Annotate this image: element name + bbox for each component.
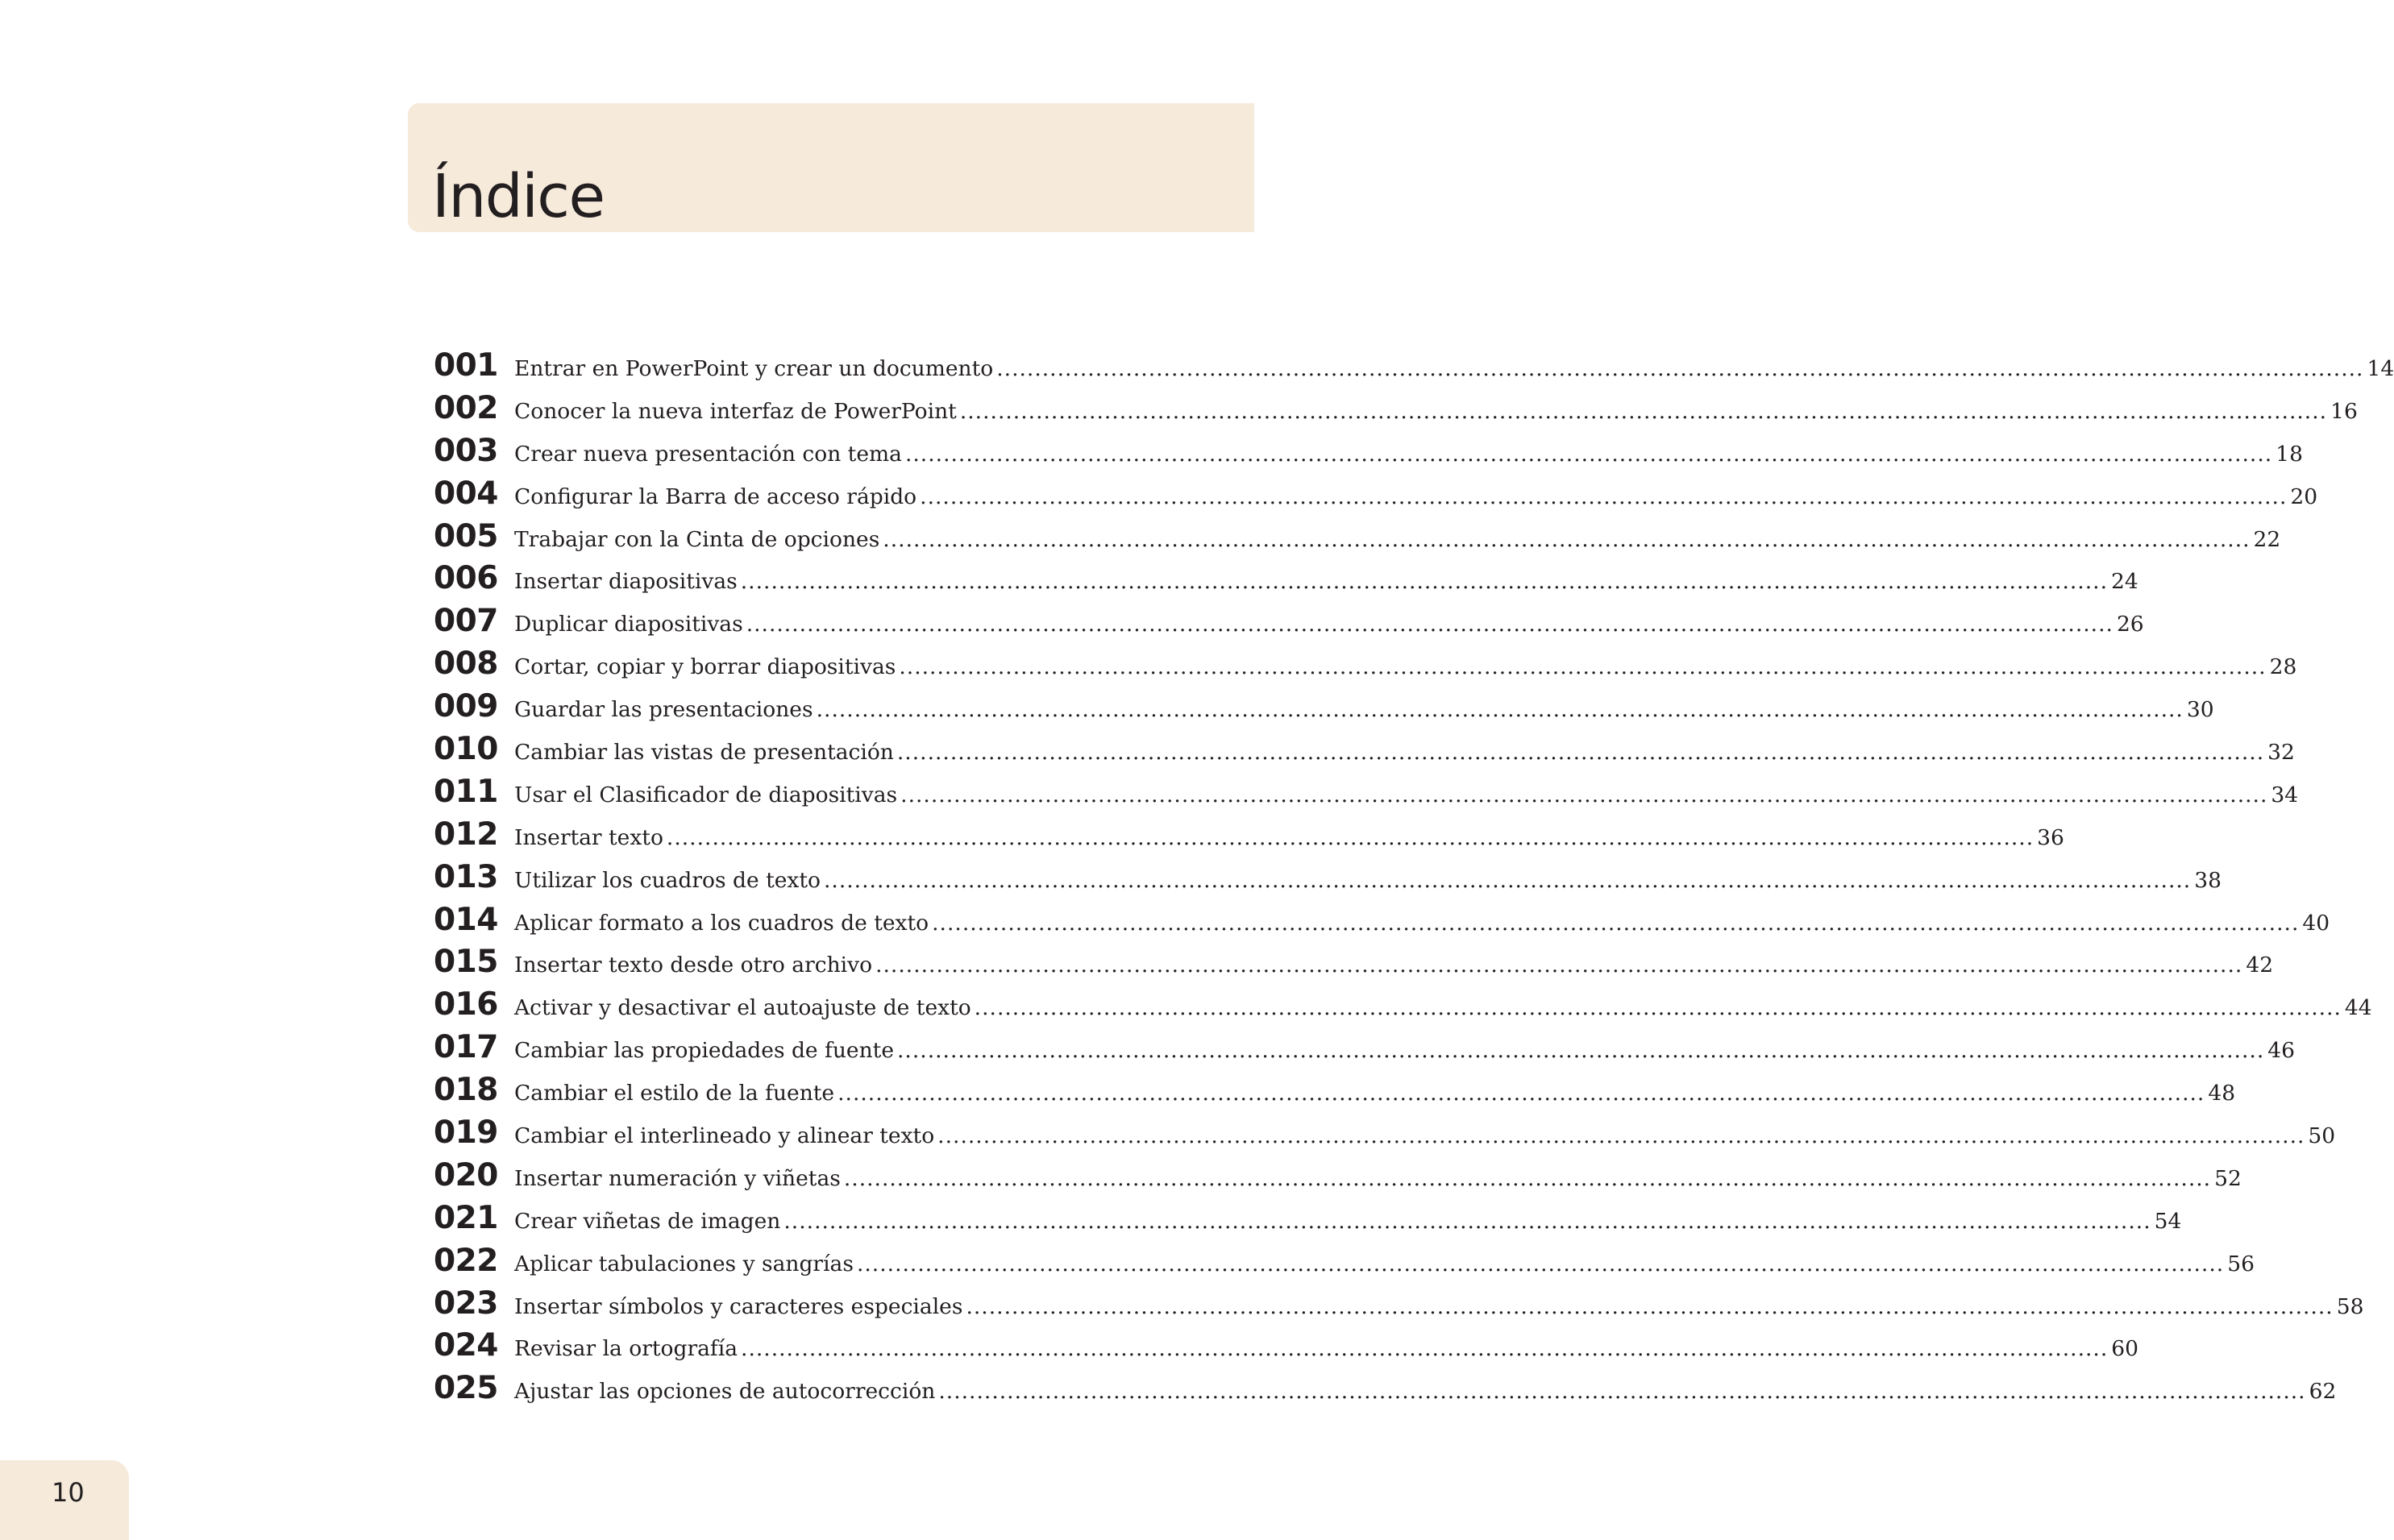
toc-entry-page: 52 — [2214, 1165, 2242, 1191]
toc-entry-body — [514, 1371, 2336, 1413]
toc-entry-title: Conocer la nueva interfaz de PowerPoint — [514, 398, 957, 424]
toc-entry-body — [514, 1286, 2363, 1329]
toc-entry-body — [514, 689, 2214, 732]
toc-entry-body — [514, 519, 2280, 562]
toc-entry-page: 50 — [2308, 1123, 2336, 1149]
toc-entry-number: 006 — [434, 560, 498, 597]
toc-entry-number: 002 — [434, 389, 498, 426]
toc-entry-page: 32 — [2267, 740, 2295, 766]
toc-entry-title: Aplicar tabulaciones y sangrías — [514, 1251, 854, 1276]
toc-entry-title: Cambiar las propiedades de fuente — [514, 1038, 894, 1064]
toc-entry-title: Cambiar el estilo de la fuente — [514, 1081, 835, 1106]
page-title: Índice — [432, 162, 605, 231]
toc-entry-page: 58 — [2336, 1293, 2364, 1319]
toc-entry-title: Utilizar los cuadros de texto — [514, 867, 821, 893]
dot-leader: .................................................................................................................................................................................... — [666, 824, 2034, 850]
toc-entry-number: 023 — [434, 1285, 498, 1322]
dot-leader: .................................................................................................................................................................................... — [920, 484, 2288, 509]
toc-entry-title: Insertar diapositivas — [514, 569, 738, 595]
toc-entry-title: Insertar texto — [514, 824, 663, 850]
toc-entry-body — [514, 1073, 2235, 1115]
toc-entry-title: Revisar la ortografía — [514, 1336, 738, 1362]
toc-entry — [434, 643, 2297, 686]
toc-entry-page: 56 — [2227, 1251, 2255, 1276]
dot-leader: .................................................................................................................................................................................... — [896, 740, 2265, 766]
toc-entry — [434, 345, 2394, 388]
dot-leader: .................................................................................................................................................................................... — [823, 867, 2192, 893]
toc-entry-body — [514, 774, 2298, 817]
toc-entry-page: 44 — [2344, 995, 2372, 1021]
dot-leader: .................................................................................................................................................................................... — [741, 1336, 2109, 1362]
toc-entry-number: 001 — [434, 347, 498, 384]
dot-leader: .................................................................................................................................................................................... — [904, 441, 2273, 467]
toc-entry-number: 011 — [434, 773, 498, 810]
toc-entry-page: 20 — [2290, 484, 2318, 509]
toc-entry-title: Configurar la Barra de acceso rápido — [514, 484, 917, 509]
toc-entry-page: 42 — [2246, 953, 2274, 978]
toc-entry — [434, 728, 2295, 771]
toc-entry-page: 26 — [2116, 612, 2144, 637]
toc-entry — [434, 686, 2214, 728]
toc-entry-page: 38 — [2194, 867, 2222, 893]
toc-entry-page: 40 — [2302, 910, 2330, 936]
toc-entry-body — [514, 348, 2394, 391]
toc-entry — [434, 857, 2222, 899]
toc-entry — [434, 473, 2318, 516]
toc-entry — [434, 899, 2330, 942]
toc-entry-body — [514, 987, 2372, 1030]
toc-entry-title: Usar el Clasificador de diapositivas — [514, 782, 898, 807]
toc-entry-body — [514, 604, 2144, 646]
toc-entry-title: Insertar texto desde otro archivo — [514, 953, 873, 978]
toc-entry-title: Crear viñetas de imagen — [514, 1208, 781, 1234]
toc-entry-number: 019 — [434, 1115, 498, 1152]
toc-entry-page: 14 — [2367, 356, 2394, 381]
toc-entry-number: 017 — [434, 1029, 498, 1066]
toc-entry — [434, 1069, 2236, 1112]
toc-entry-number: 004 — [434, 475, 498, 512]
toc-entry — [434, 941, 2274, 984]
toc-entry-page: 36 — [2037, 824, 2064, 850]
dot-leader: .................................................................................................................................................................................... — [899, 654, 2267, 680]
toc-entry — [434, 814, 2064, 857]
toc-entry-page: 46 — [2267, 1038, 2295, 1064]
toc-entry-page: 16 — [2330, 398, 2358, 424]
toc-entry-title: Entrar en PowerPoint y crear un documento — [514, 356, 994, 381]
dot-leader: .................................................................................................................................................................................... — [937, 1123, 2305, 1149]
toc-entry-body — [514, 1328, 2138, 1371]
toc-entry-page: 22 — [2253, 526, 2281, 552]
page-number: 10 — [52, 1477, 85, 1508]
toc-entry-body — [514, 646, 2296, 689]
dot-leader: .................................................................................................................................................................................... — [816, 697, 2184, 723]
toc-entry-page: 30 — [2186, 697, 2214, 723]
toc-entry-body — [514, 732, 2295, 774]
toc-entry-page: 24 — [2111, 569, 2138, 595]
toc-entry-number: 021 — [434, 1199, 498, 1236]
dot-leader: .................................................................................................................................................................................... — [897, 1038, 2265, 1064]
dot-leader: .................................................................................................................................................................................... — [959, 398, 2328, 424]
dot-leader: .................................................................................................................................................................................... — [974, 995, 2342, 1021]
toc-entry-number: 025 — [434, 1370, 498, 1407]
toc-entry-body — [514, 391, 2358, 434]
toc-entry-body — [514, 860, 2222, 903]
dot-leader: .................................................................................................................................................................................... — [783, 1208, 2151, 1234]
dot-leader: .................................................................................................................................................................................... — [966, 1293, 2334, 1319]
dot-leader: .................................................................................................................................................................................... — [837, 1081, 2205, 1106]
toc-entry-number: 018 — [434, 1072, 498, 1109]
toc-entry-body — [514, 561, 2138, 604]
toc-entry-title: Insertar numeración y viñetas — [514, 1165, 841, 1191]
toc-entry-body — [514, 817, 2064, 860]
toc-entry — [434, 600, 2144, 643]
toc-entry-body — [514, 903, 2330, 945]
toc-entry-page: 34 — [2271, 782, 2299, 807]
toc-entry-number: 020 — [434, 1156, 498, 1193]
dot-leader: .................................................................................................................................................................................... — [856, 1251, 2225, 1276]
toc-entry-number: 022 — [434, 1242, 498, 1279]
toc-entry — [434, 984, 2372, 1027]
toc-entry — [434, 1325, 2138, 1368]
toc-entry — [434, 1198, 2182, 1240]
toc-entry-page: 28 — [2269, 654, 2297, 680]
toc-entry-number: 013 — [434, 858, 498, 895]
table-of-contents — [434, 345, 2394, 1410]
toc-entry — [434, 1283, 2364, 1326]
toc-entry-body — [514, 1030, 2295, 1073]
toc-entry-title: Guardar las presentaciones — [514, 697, 813, 723]
toc-entry — [434, 1368, 2337, 1410]
toc-entry-body — [514, 434, 2303, 476]
toc-entry-title: Crear nueva presentación con tema — [514, 441, 902, 467]
toc-entry — [434, 771, 2299, 814]
toc-entry-title: Cortar, copiar y borrar diapositivas — [514, 654, 896, 680]
toc-entry-page: 48 — [2208, 1081, 2236, 1106]
toc-entry-page: 62 — [2309, 1379, 2337, 1405]
toc-entry-body — [514, 1243, 2255, 1286]
toc-entry — [434, 388, 2358, 430]
toc-entry-body — [514, 476, 2317, 519]
dot-leader: .................................................................................................................................................................................... — [900, 782, 2268, 807]
dot-leader: .................................................................................................................................................................................... — [875, 953, 2243, 978]
toc-entry-title: Cambiar el interlineado y alinear texto — [514, 1123, 935, 1149]
toc-entry-number: 010 — [434, 731, 498, 768]
toc-entry-body — [514, 1115, 2335, 1158]
dot-leader: .................................................................................................................................................................................... — [883, 526, 2251, 552]
toc-entry — [434, 1155, 2242, 1198]
dot-leader: .................................................................................................................................................................................... — [932, 910, 2300, 936]
toc-entry — [434, 1240, 2255, 1283]
toc-entry-number: 005 — [434, 517, 498, 554]
toc-entry-title: Duplicar diapositivas — [514, 612, 743, 637]
toc-entry — [434, 558, 2138, 600]
dot-leader: .................................................................................................................................................................................... — [746, 612, 2113, 637]
toc-entry-title: Insertar símbolos y caracteres especiales — [514, 1293, 963, 1319]
toc-entry-number: 009 — [434, 688, 498, 725]
toc-entry — [434, 1027, 2295, 1069]
toc-entry-number: 008 — [434, 645, 498, 683]
toc-entry-body — [514, 944, 2273, 987]
toc-entry-page: 18 — [2276, 441, 2303, 467]
toc-entry-page: 54 — [2154, 1208, 2182, 1234]
toc-entry-title: Trabajar con la Cinta de opciones — [514, 526, 880, 552]
toc-entry-title: Ajustar las opciones de autocorrección — [514, 1379, 936, 1405]
dot-leader: .................................................................................................................................................................................... — [843, 1165, 2212, 1191]
toc-entry-page: 60 — [2111, 1336, 2138, 1362]
dot-leader: .................................................................................................................................................................................... — [740, 569, 2108, 595]
toc-entry-number: 014 — [434, 901, 498, 938]
dot-leader: .................................................................................................................................................................................... — [938, 1379, 2306, 1405]
dot-leader: .................................................................................................................................................................................... — [996, 356, 2364, 381]
toc-entry-number: 024 — [434, 1327, 498, 1364]
toc-entry-number: 016 — [434, 986, 498, 1023]
toc-entry-number: 003 — [434, 432, 498, 469]
toc-entry-title: Cambiar las vistas de presentación — [514, 740, 894, 766]
toc-entry — [434, 430, 2303, 473]
toc-entry — [434, 1112, 2336, 1155]
toc-entry-body — [514, 1201, 2181, 1243]
toc-entry-number: 012 — [434, 816, 498, 853]
toc-entry-title: Activar y desactivar el autoajuste de texto — [514, 995, 971, 1021]
toc-entry-title: Aplicar formato a los cuadros de texto — [514, 910, 929, 936]
toc-entry-number: 007 — [434, 603, 498, 640]
toc-entry-body — [514, 1158, 2242, 1201]
toc-entry-number: 015 — [434, 944, 498, 981]
toc-entry — [434, 516, 2281, 558]
